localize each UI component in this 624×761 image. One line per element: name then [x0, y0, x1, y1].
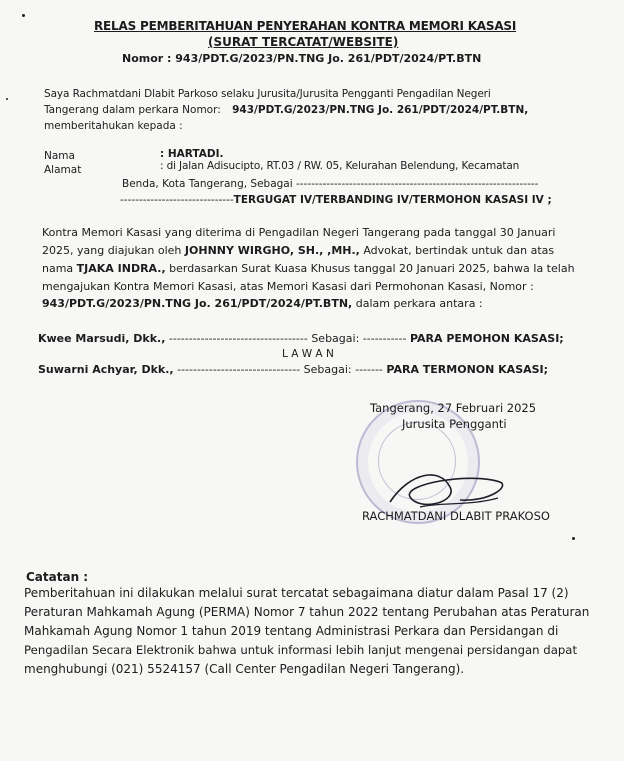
intro-line-2 [44, 102, 528, 118]
catatan-line-2: Peraturan Mahkamah Agung (PERMA) Nomor 7 tahun 2022 tentang Perubahan atas Peraturan [24, 605, 590, 619]
intro-line-3: memberitahukan kepada : [44, 120, 183, 132]
document-subtitle: (SURAT TERCATAT/WEBSITE) [208, 35, 399, 49]
pemohon-role: PARA PEMOHON KASASI; [409, 332, 564, 345]
party-line-1 [38, 331, 564, 347]
scan-speck [572, 537, 575, 540]
pemohon-dashes: ----------------------------------- [168, 332, 308, 345]
termohon-name: Suwarni Achyar, Dkk., [38, 363, 174, 376]
termohon-dashes-2: ------- [355, 363, 383, 376]
body-line-5 [42, 296, 483, 312]
alamat-label: Alamat [44, 164, 82, 176]
termohon-sebagai: Sebagai: [303, 363, 352, 376]
body-line-2 [42, 243, 554, 259]
party-role: TERGUGAT IV/TERBANDING IV/TERMOHON KASASI IV ; [233, 194, 552, 206]
body-case-number: 943/PDT.G/2023/PN.TNG Jo. 261/PDT/2024/PT.BTN, [42, 297, 353, 310]
document-title: RELAS PEMBERITAHUAN PENYERAHAN KONTRA MEMORI KASASI [94, 19, 517, 33]
catatan-line-1: Pemberitahuan ini dilakukan melalui surat tercatat sebagaimana diatur dalam Pasal 17 (2) [24, 586, 569, 600]
scan-speck [22, 14, 25, 17]
pemohon-name: Kwee Marsudi, Dkk., [38, 332, 166, 345]
scan-speck [6, 98, 8, 100]
party-line-2 [38, 362, 548, 378]
catatan-line-4: Pengadilan Secara Elektronik bahwa untuk informasi lebih lanjut mengenai persidangan dapat [24, 643, 578, 657]
catatan-line-5: menghubungi (021) 5524157 (Call Center Pengadilan Negeri Tangerang). [24, 662, 465, 676]
catatan-line-3: Mahkamah Agung Nomor 1 tahun 2019 tentang Administrasi Perkara dan Persidangan di [24, 624, 559, 638]
lawan-label: L A W A N [282, 348, 334, 360]
body-line-5b: dalam perkara antara : [355, 297, 483, 310]
alamat-value-2: Benda, Kota Tangerang, Sebagai ---------------------------------------------------------------- [122, 178, 539, 190]
body-line-4: mengajukan Kontra Memori Kasasi, atas Memori Kasasi dari Permohonan Kasasi, Nomor : [42, 280, 534, 293]
intro-line-1: Saya Rachmatdani Dlabit Parkoso selaku Jurusita/Jurusita Pengganti Pengadilan Negeri [44, 88, 491, 100]
case-number: 943/PDT.G/2023/PN.TNG Jo. 261/PDT/2024/PT.BTN, [232, 104, 529, 116]
nama-label: Nama [44, 150, 75, 162]
advokat-name: JOHNNY WIRGHO, SH., ,MH., [184, 244, 360, 257]
signatory-name: RACHMATDANI DLABIT PRAKOSO [362, 509, 550, 523]
nama-value: : HARTADI. [160, 148, 224, 160]
catatan-heading: Catatan : [26, 570, 89, 584]
termohon-dashes: ------------------------------- [177, 363, 301, 376]
termohon-role: PARA TERMONON KASASI; [386, 363, 549, 376]
pemohon-sebagai: Sebagai: [311, 332, 360, 345]
body-line-1: Kontra Memori Kasasi yang diterima di Pengadilan Negeri Tangerang pada tanggal 30 Januari [42, 226, 556, 239]
pemohon-dashes-2: ----------- [362, 332, 407, 345]
signature-position: Jurusita Pengganti [402, 417, 507, 431]
party-role-line [120, 192, 552, 208]
alamat-value-1: : di Jalan Adisucipto, RT.03 / RW. 05, Kelurahan Belendung, Kecamatan [160, 160, 520, 172]
signature-place-date: Tangerang, 27 Februari 2025 [370, 401, 537, 415]
body-line-3a: nama [42, 262, 74, 275]
intro-line-2-text: Tangerang dalam perkara Nomor: [44, 104, 221, 116]
body-line-3c: berdasarkan Surat Kuasa Khusus tanggal 20 Januari 2025, bahwa Ia telah [169, 262, 575, 275]
body-line-2a: 2025, yang diajukan oleh [42, 244, 182, 257]
document-number: Nomor : 943/PDT.G/2023/PN.TNG Jo. 261/PDT/2024/PT.BTN [122, 52, 482, 65]
role-dashes: ------------------------------ [120, 194, 234, 206]
body-line-2c: Advokat, bertindak untuk dan atas [363, 244, 555, 257]
body-line-3 [42, 261, 575, 277]
client-name: TJAKA INDRA., [76, 262, 166, 275]
